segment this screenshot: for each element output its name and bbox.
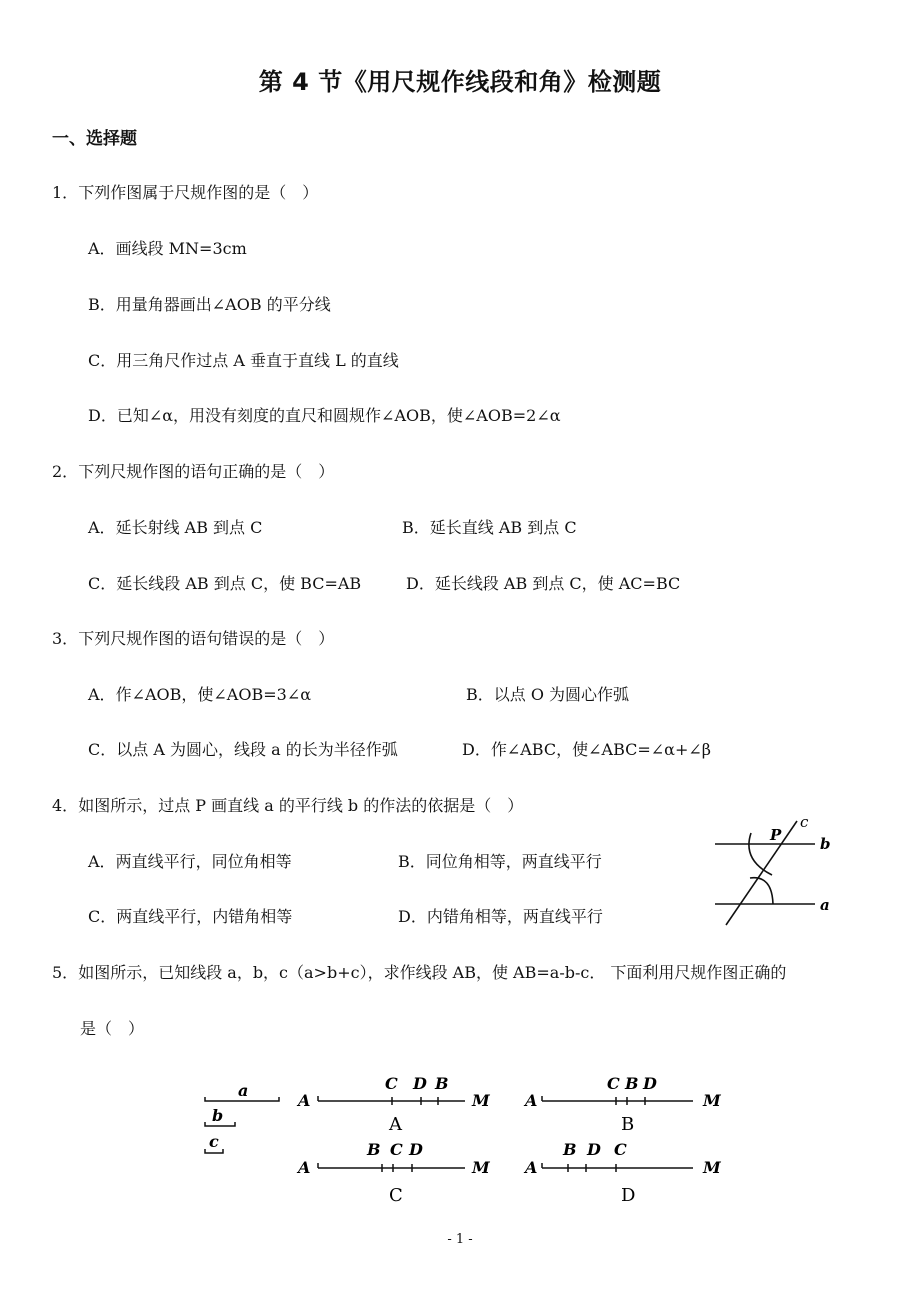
q2-option-d: D．延长线段 AB 到点 C，使 AC=BC — [406, 574, 681, 593]
q1-option-c: C．用三角尺作过点 A 垂直于直线 L 的直线 — [88, 351, 399, 370]
question-stem: 如图所示，已知线段 a，b，c（a>b+c），求作线段 AB，使 AB=a-b-c． 下面利用尺规作图正确的 — [78, 963, 787, 982]
panel-caption-d: D — [621, 1185, 636, 1206]
q4-option-b: B．同位角相等，两直线平行 — [398, 852, 602, 871]
svg-text:D: D — [643, 1074, 657, 1093]
q4-option-a: A．两直线平行，同位角相等 — [88, 852, 292, 871]
point-p-label: P — [770, 826, 782, 844]
q2-option-b: B．延长直线 AB 到点 C — [402, 518, 577, 537]
svg-text:A: A — [298, 1091, 311, 1110]
svg-text:B: B — [625, 1074, 639, 1093]
question-stem: 下列作图属于尺规作图的是（ ） — [78, 183, 319, 202]
svg-text:A: A — [525, 1158, 538, 1177]
svg-text:C: C — [390, 1140, 403, 1159]
svg-text:C: C — [385, 1074, 398, 1093]
line-c-label: c — [800, 813, 809, 831]
q3-option-d: D．作∠ABC，使∠ABC=∠α+∠β — [462, 740, 712, 759]
svg-text:C: C — [607, 1074, 620, 1093]
given-c-label: c — [209, 1132, 219, 1151]
svg-text:M: M — [703, 1158, 721, 1177]
svg-text:A: A — [298, 1158, 311, 1177]
question-3 — [52, 626, 334, 649]
question-number: 3． — [52, 629, 79, 648]
panel-caption-b: B — [621, 1114, 635, 1135]
svg-text:B: B — [367, 1140, 381, 1159]
parallel-construction-figure — [700, 805, 850, 935]
question-5 — [52, 960, 786, 983]
q2-option-c: C．延长线段 AB 到点 C，使 BC=AB — [88, 574, 362, 593]
q1-option-d: D．已知∠α，用没有刻度的直尺和圆规作∠AOB，使∠AOB=2∠α — [88, 406, 561, 425]
section-heading: 一、选择题 — [52, 129, 137, 149]
q3-option-a: A．作∠AOB，使∠AOB=3∠α — [88, 685, 312, 704]
q4-option-c: C．两直线平行，内错角相等 — [88, 907, 293, 926]
svg-text:D: D — [587, 1140, 601, 1159]
document-title: 第 4 节《用尺规作线段和角》检测题 — [258, 68, 662, 96]
q3-option-c: C．以点 A 为圆心，线段 a 的长为半径作弧 — [88, 740, 398, 759]
q1-option-b: B．用量角器画出∠AOB 的平分线 — [88, 295, 331, 314]
page-number: - 1 - — [447, 1232, 473, 1247]
question-stem: 如图所示，过点 P 画直线 a 的平行线 b 的作法的依据是（ ） — [78, 796, 524, 815]
question-stem: 下列尺规作图的语句错误的是（ ） — [78, 629, 335, 648]
given-b-label: b — [212, 1106, 224, 1125]
question-2 — [52, 459, 334, 482]
q3-option-b: B．以点 O 为圆心作弧 — [466, 685, 630, 704]
line-a-label: a — [820, 896, 830, 914]
svg-text:M: M — [472, 1091, 490, 1110]
question-1 — [52, 180, 318, 203]
q4-option-d: D．内错角相等，两直线平行 — [398, 907, 603, 926]
svg-text:M: M — [703, 1091, 721, 1110]
svg-text:C: C — [614, 1140, 627, 1159]
line-b-label: b — [820, 835, 831, 853]
given-a-label: a — [238, 1081, 249, 1100]
svg-text:A: A — [525, 1091, 538, 1110]
q2-option-a: A．延长射线 AB 到点 C — [88, 518, 263, 537]
svg-text:B: B — [435, 1074, 449, 1093]
q1-option-a: A．画线段 MN=3cm — [88, 239, 247, 258]
question-number: 1． — [52, 183, 79, 202]
question-4 — [52, 793, 523, 816]
svg-text:M: M — [472, 1158, 490, 1177]
svg-text:B: B — [563, 1140, 577, 1159]
segment-construction-figure — [195, 1065, 755, 1215]
panel-caption-a: A — [389, 1114, 402, 1135]
question-number: 4． — [52, 796, 79, 815]
svg-text:D: D — [413, 1074, 427, 1093]
question-5-continued: 是（ ） — [80, 1019, 145, 1038]
question-number: 5． — [52, 963, 79, 982]
question-stem: 下列尺规作图的语句正确的是（ ） — [78, 462, 335, 481]
svg-text:D: D — [409, 1140, 423, 1159]
panel-caption-c: C — [389, 1185, 403, 1206]
question-number: 2． — [52, 462, 79, 481]
